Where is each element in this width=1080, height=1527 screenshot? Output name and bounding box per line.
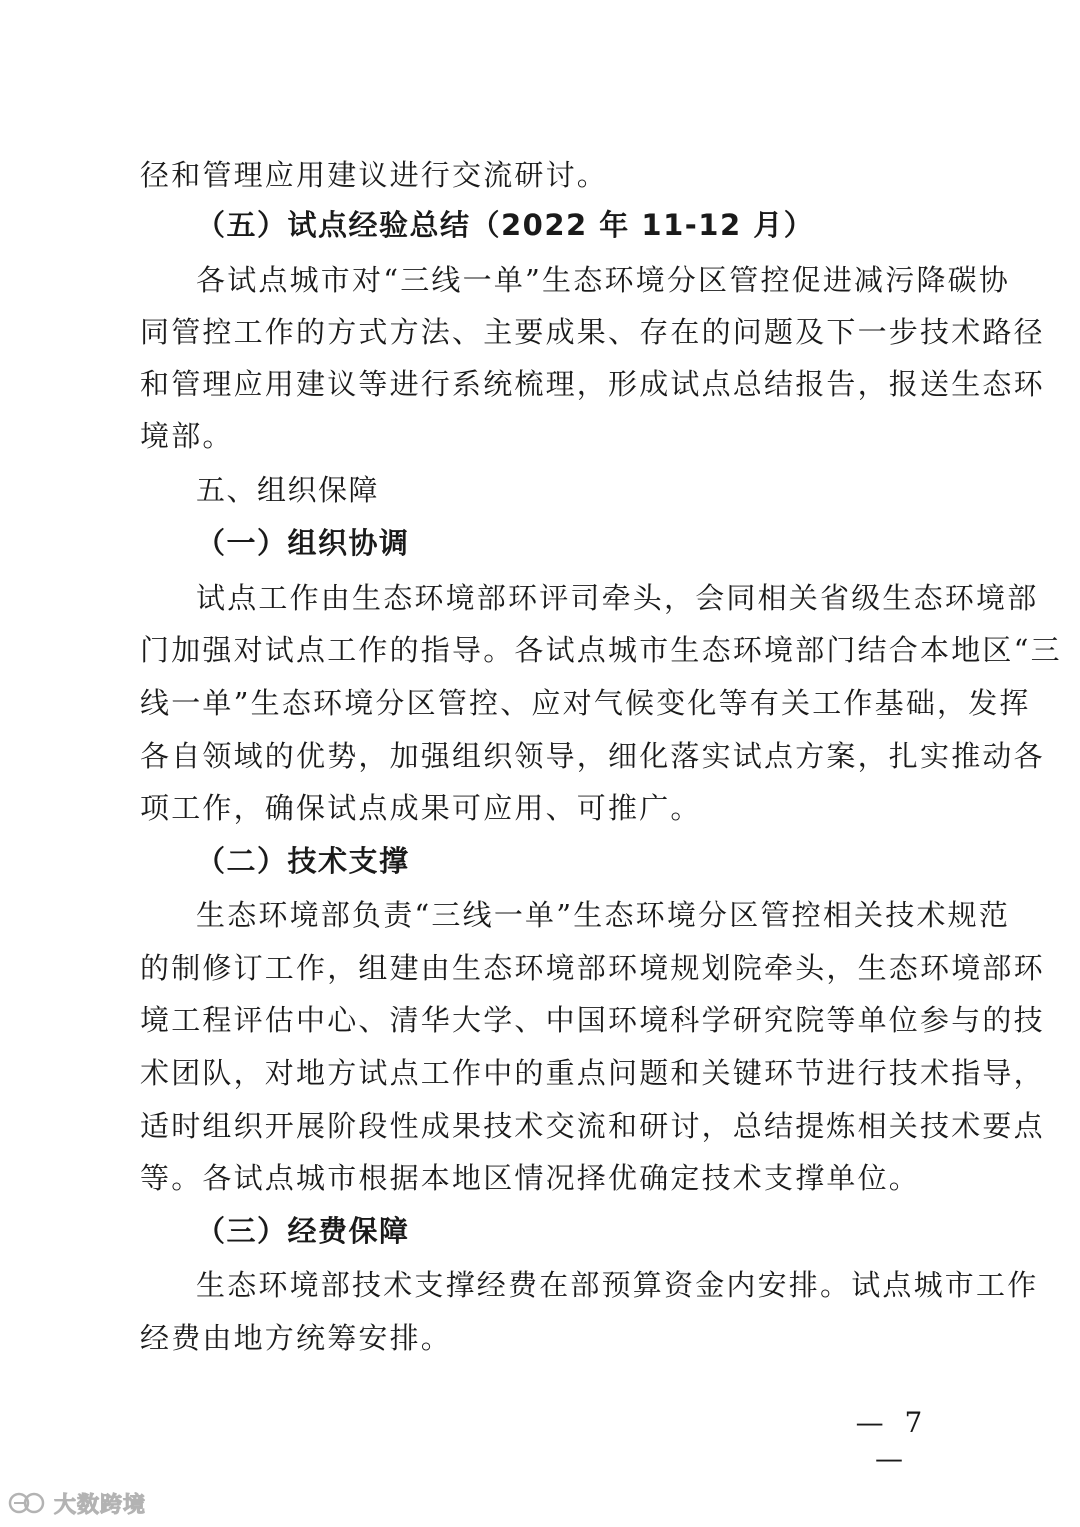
paragraph-line: 各试点城市对“三线一单”生态环境分区管控促进减污降碳协 — [196, 263, 1011, 297]
paragraph-line: 的制修订工作，组建由生态环境部环境规划院牵头，生态环境部环 — [140, 951, 1045, 985]
paragraph-line: 术团队，对地方试点工作中的重点问题和关键环节进行技术指导， — [140, 1056, 1045, 1090]
section-heading-organization: 五、组织保障 — [196, 473, 380, 507]
paragraph-line: 同管控工作的方式方法、主要成果、存在的问题及下一步技术路径 — [140, 315, 1045, 349]
paragraph-line: 等。各试点城市根据本地区情况择优确定技术支撑单位。 — [140, 1161, 921, 1195]
subheading-coordination: （一）组织协调 — [196, 526, 410, 560]
page-number: — 7 — — [855, 1406, 929, 1475]
watermark — [8, 1486, 146, 1520]
paragraph-line: 门加强对试点工作的指导。各试点城市生态环境部门结合本地区“三 — [140, 633, 1062, 667]
paragraph-line: 境部。 — [140, 419, 234, 453]
watermark-logo-icon — [8, 1488, 48, 1518]
subheading-pilot-summary: （五）试点经验总结（2022 年 11-12 月） — [196, 208, 815, 242]
subheading-technical-support: （二）技术支撑 — [196, 844, 410, 878]
paragraph-line: 径和管理应用建议进行交流研讨。 — [140, 158, 609, 192]
paragraph-line: 项工作，确保试点成果可应用、可推广。 — [140, 791, 702, 825]
paragraph-line: 适时组织开展阶段性成果技术交流和研讨，总结提炼相关技术要点 — [140, 1109, 1045, 1143]
paragraph-line: 和管理应用建议等进行系统梳理，形成试点总结报告，报送生态环 — [140, 367, 1045, 401]
paragraph-line: 试点工作由生态环境部环评司牵头，会同相关省级生态环境部 — [196, 581, 1039, 615]
paragraph-line: 线一单”生态环境分区管控、应对气候变化等有关工作基础，发挥 — [140, 686, 1031, 720]
watermark-text: 大数跨境 — [54, 1492, 147, 1518]
paragraph-line: 生态环境部负责“三线一单”生态环境分区管控相关技术规范 — [196, 898, 1011, 932]
paragraph-line: 生态环境部技术支撑经费在部预算资金内安排。试点城市工作 — [196, 1268, 1039, 1302]
paragraph-line: 境工程评估中心、清华大学、中国环境科学研究院等单位参与的技 — [140, 1003, 1045, 1037]
paragraph-line: 各自领域的优势，加强组织领导，细化落实试点方案，扎实推动各 — [140, 739, 1045, 773]
paragraph-line: 经费由地方统筹安排。 — [140, 1321, 453, 1355]
subheading-funding: （三）经费保障 — [196, 1214, 410, 1248]
